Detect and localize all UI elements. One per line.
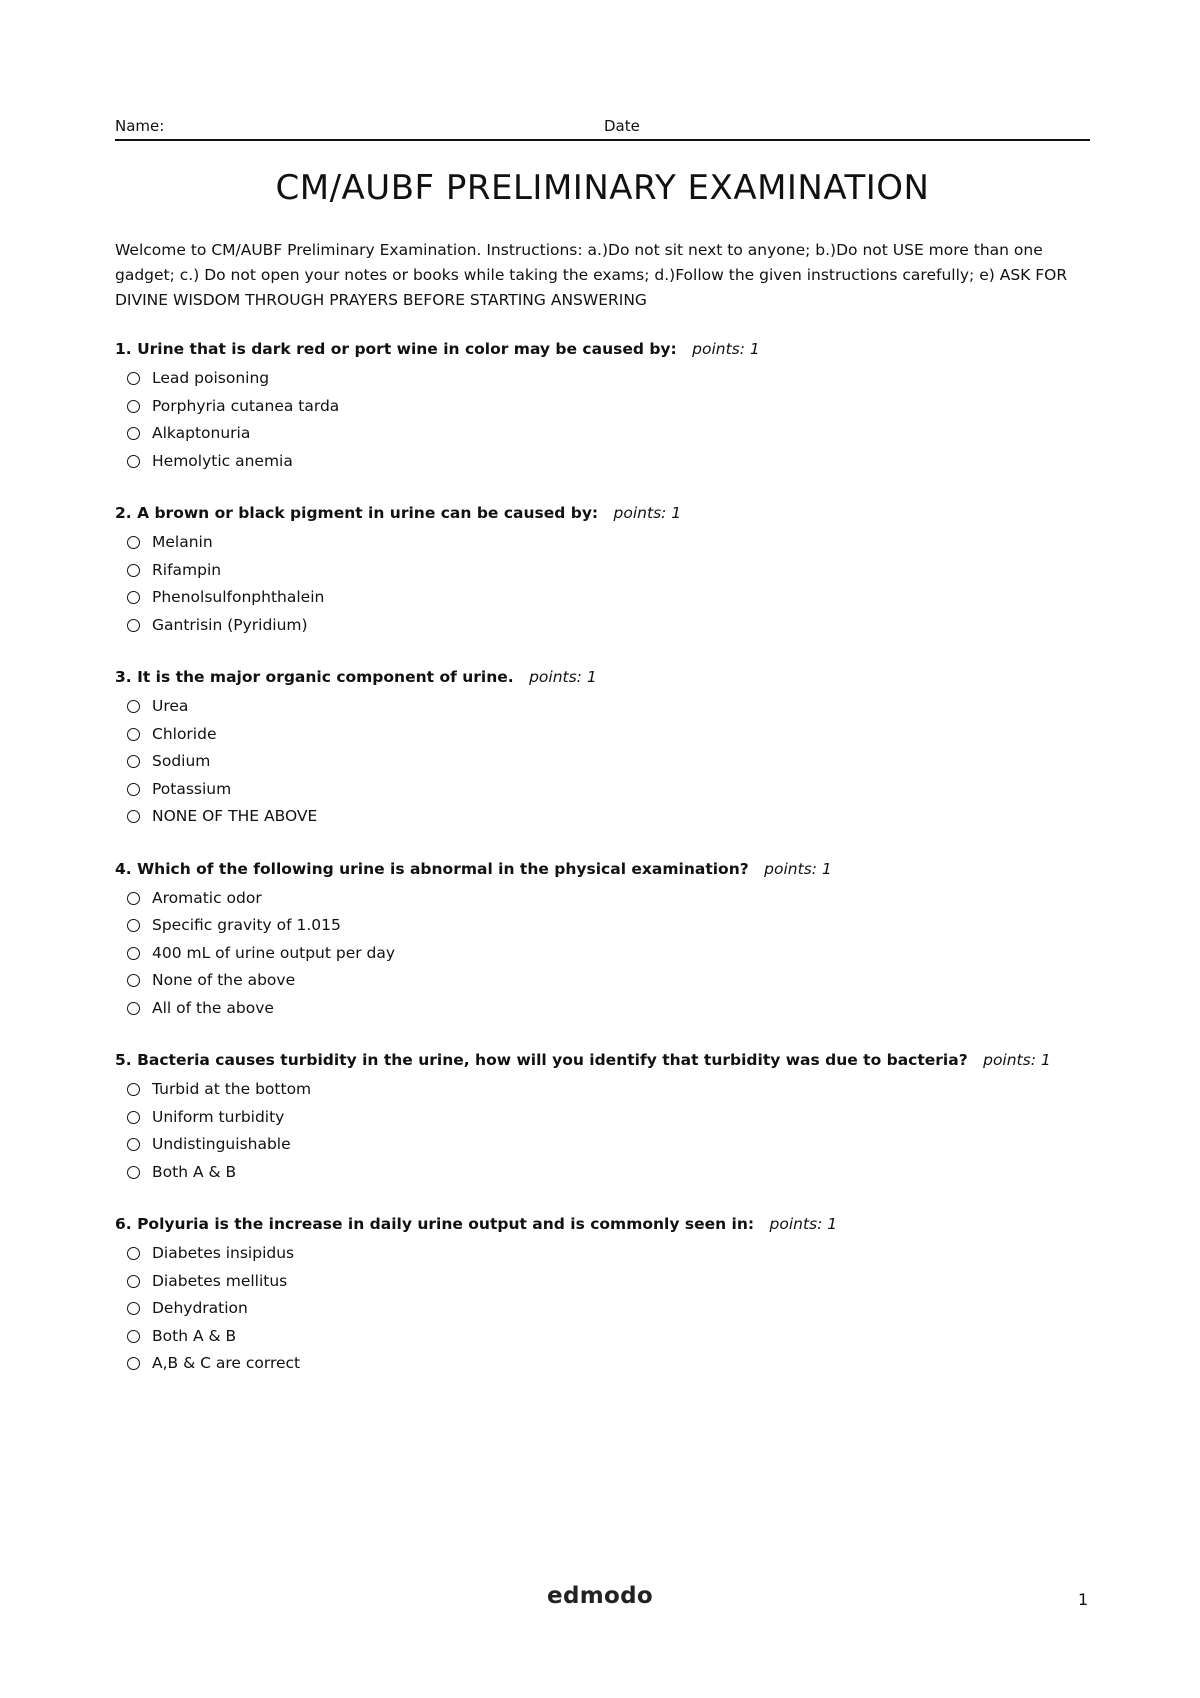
answer-option-label: 400 mL of urine output per day (152, 943, 396, 962)
radio-circle-icon[interactable] (127, 755, 140, 768)
question-points: points: 1 (692, 340, 760, 358)
answer-option-label: Potassium (152, 779, 232, 798)
answer-option-label: Urea (152, 697, 189, 715)
question-label: 4. Which of the following urine is abnormal in the physical examination? (115, 859, 749, 878)
answer-option[interactable] (127, 995, 1090, 1023)
answer-option[interactable] (127, 1295, 1090, 1323)
answer-option-label: A,B & C are correct (152, 1354, 301, 1372)
radio-circle-icon[interactable] (127, 1002, 140, 1015)
edmodo-logo: edmodo (547, 1583, 653, 1609)
answer-option[interactable] (127, 1104, 1090, 1132)
answer-option-label: Undistinguishable (152, 1135, 291, 1153)
answer-option[interactable] (127, 584, 1090, 612)
radio-circle-icon[interactable] (127, 1330, 140, 1343)
radio-circle-icon[interactable] (127, 1166, 140, 1179)
header-row (115, 117, 1090, 141)
question-points: points: 1 (613, 504, 682, 522)
answer-option[interactable] (127, 529, 1090, 557)
answer-option[interactable] (127, 940, 1090, 968)
answer-option-label: Specific gravity of 1.015 (152, 916, 341, 934)
answer-option-label: Dehydration (152, 1299, 248, 1317)
answer-option-label: Hemolytic anemia (152, 451, 293, 470)
radio-circle-icon[interactable] (127, 619, 140, 632)
answer-option[interactable] (127, 885, 1090, 913)
answer-option-label: Alkaptonuria (152, 424, 251, 442)
answer-option[interactable] (127, 776, 1090, 804)
question-text (115, 337, 1090, 362)
radio-circle-icon[interactable] (127, 1302, 140, 1315)
radio-circle-icon[interactable] (127, 892, 140, 905)
question-text (115, 1048, 1090, 1073)
answer-option[interactable] (127, 912, 1090, 940)
radio-circle-icon[interactable] (127, 372, 140, 385)
name-label: Name: (115, 117, 165, 135)
answer-option-label: Lead poisoning (152, 369, 270, 387)
answer-option[interactable] (127, 365, 1090, 393)
radio-circle-icon[interactable] (127, 1111, 140, 1124)
question-text (115, 1212, 1090, 1237)
question-points: points: 1 (983, 1051, 1051, 1069)
answer-option-label: Phenolsulfonphthalein (152, 588, 325, 606)
answer-option[interactable] (127, 1240, 1090, 1268)
question-list (115, 337, 1090, 1404)
answer-option-label: Uniform turbidity (152, 1107, 285, 1126)
answer-option[interactable] (127, 748, 1090, 776)
question-points: points: 1 (764, 859, 832, 878)
answer-option[interactable] (127, 1350, 1090, 1378)
radio-circle-icon[interactable] (127, 1247, 140, 1260)
question-points: points: 1 (769, 1215, 838, 1233)
answer-option-label: Diabetes insipidus (152, 1244, 295, 1262)
radio-circle-icon[interactable] (127, 536, 140, 549)
question-block (115, 665, 1090, 831)
radio-circle-icon[interactable] (127, 1275, 140, 1288)
answer-options (115, 693, 1090, 831)
answer-option[interactable] (127, 612, 1090, 640)
answer-option-label: Aromatic odor (152, 888, 262, 907)
question-block (115, 1212, 1090, 1378)
radio-circle-icon[interactable] (127, 591, 140, 604)
answer-options (115, 885, 1090, 1023)
radio-circle-icon[interactable] (127, 700, 140, 713)
answer-options (115, 1240, 1090, 1378)
question-block (115, 337, 1090, 475)
answer-option-label: All of the above (152, 998, 274, 1017)
radio-circle-icon[interactable] (127, 919, 140, 932)
answer-option[interactable] (127, 967, 1090, 995)
answer-option-label: Gantrisin (Pyridium) (152, 615, 308, 634)
answer-option-label: Both A & B (152, 1326, 237, 1345)
answer-option[interactable] (127, 1076, 1090, 1104)
answer-option-label: Chloride (152, 724, 217, 743)
radio-circle-icon[interactable] (127, 728, 140, 741)
answer-option-label: Sodium (152, 752, 211, 770)
answer-option[interactable] (127, 420, 1090, 448)
radio-circle-icon[interactable] (127, 1083, 140, 1096)
answer-option[interactable] (127, 721, 1090, 749)
question-label: 2. A brown or black pigment in urine can be caused by: (115, 504, 599, 522)
answer-option[interactable] (127, 803, 1090, 831)
date-label: Date (604, 117, 640, 135)
radio-circle-icon[interactable] (127, 974, 140, 987)
question-block (115, 1048, 1090, 1186)
page-number: 1 (1078, 1590, 1089, 1609)
answer-option-label: Turbid at the bottom (152, 1080, 312, 1098)
answer-option-label: Porphyria cutanea tarda (152, 396, 340, 415)
answer-option-label: NONE OF THE ABOVE (152, 807, 318, 825)
radio-circle-icon[interactable] (127, 455, 140, 468)
answer-options (115, 529, 1090, 639)
question-text (115, 857, 1090, 882)
question-label: 3. It is the major organic component of urine. (115, 668, 514, 686)
question-label: 1. Urine that is dark red or port wine in color may be caused by: (115, 340, 677, 358)
answer-option[interactable] (127, 1159, 1090, 1187)
question-text (115, 665, 1090, 690)
question-block (115, 857, 1090, 1023)
radio-circle-icon[interactable] (127, 1357, 140, 1370)
question-block (115, 501, 1090, 639)
answer-option-label: Rifampin (152, 560, 222, 579)
radio-circle-icon[interactable] (127, 400, 140, 413)
answer-option[interactable] (127, 1323, 1090, 1351)
radio-circle-icon[interactable] (127, 1138, 140, 1151)
answer-option[interactable] (127, 448, 1090, 476)
answer-option[interactable] (127, 1131, 1090, 1159)
radio-circle-icon[interactable] (127, 947, 140, 960)
answer-option[interactable] (127, 693, 1090, 721)
answer-option[interactable] (127, 557, 1090, 585)
answer-option[interactable] (127, 393, 1090, 421)
radio-circle-icon[interactable] (127, 810, 140, 823)
question-label: 6. Polyuria is the increase in daily urine output and is commonly seen in: (115, 1215, 755, 1233)
answer-option-label: None of the above (152, 971, 296, 989)
question-label: 5. Bacteria causes turbidity in the urine, how will you identify that turbidity was due to bacteria? (115, 1051, 968, 1069)
answer-option[interactable] (127, 1268, 1090, 1296)
answer-options (115, 1076, 1090, 1186)
page-title: CM/AUBF PRELIMINARY EXAMINATION (275, 168, 930, 208)
radio-circle-icon[interactable] (127, 783, 140, 796)
answer-option-label: Both A & B (152, 1162, 237, 1181)
question-text (115, 501, 1090, 526)
radio-circle-icon[interactable] (127, 427, 140, 440)
question-points: points: 1 (529, 668, 597, 686)
radio-circle-icon[interactable] (127, 564, 140, 577)
answer-option-label: Diabetes mellitus (152, 1271, 288, 1290)
answer-options (115, 365, 1090, 475)
instructions-paragraph: Welcome to CM/AUBF Preliminary Examination. Instructions: a.)Do not sit next to anyone; b.)Do not USE more than one gadget; c.) Do not open your notes or books while taking the exams; d.)Follow the given instructions carefully; e) ASK FOR DIVINE WISDOM THROUGH PRAYERS BEFORE STARTING ANSWERING (115, 241, 1068, 309)
answer-option-label: Melanin (152, 533, 213, 551)
